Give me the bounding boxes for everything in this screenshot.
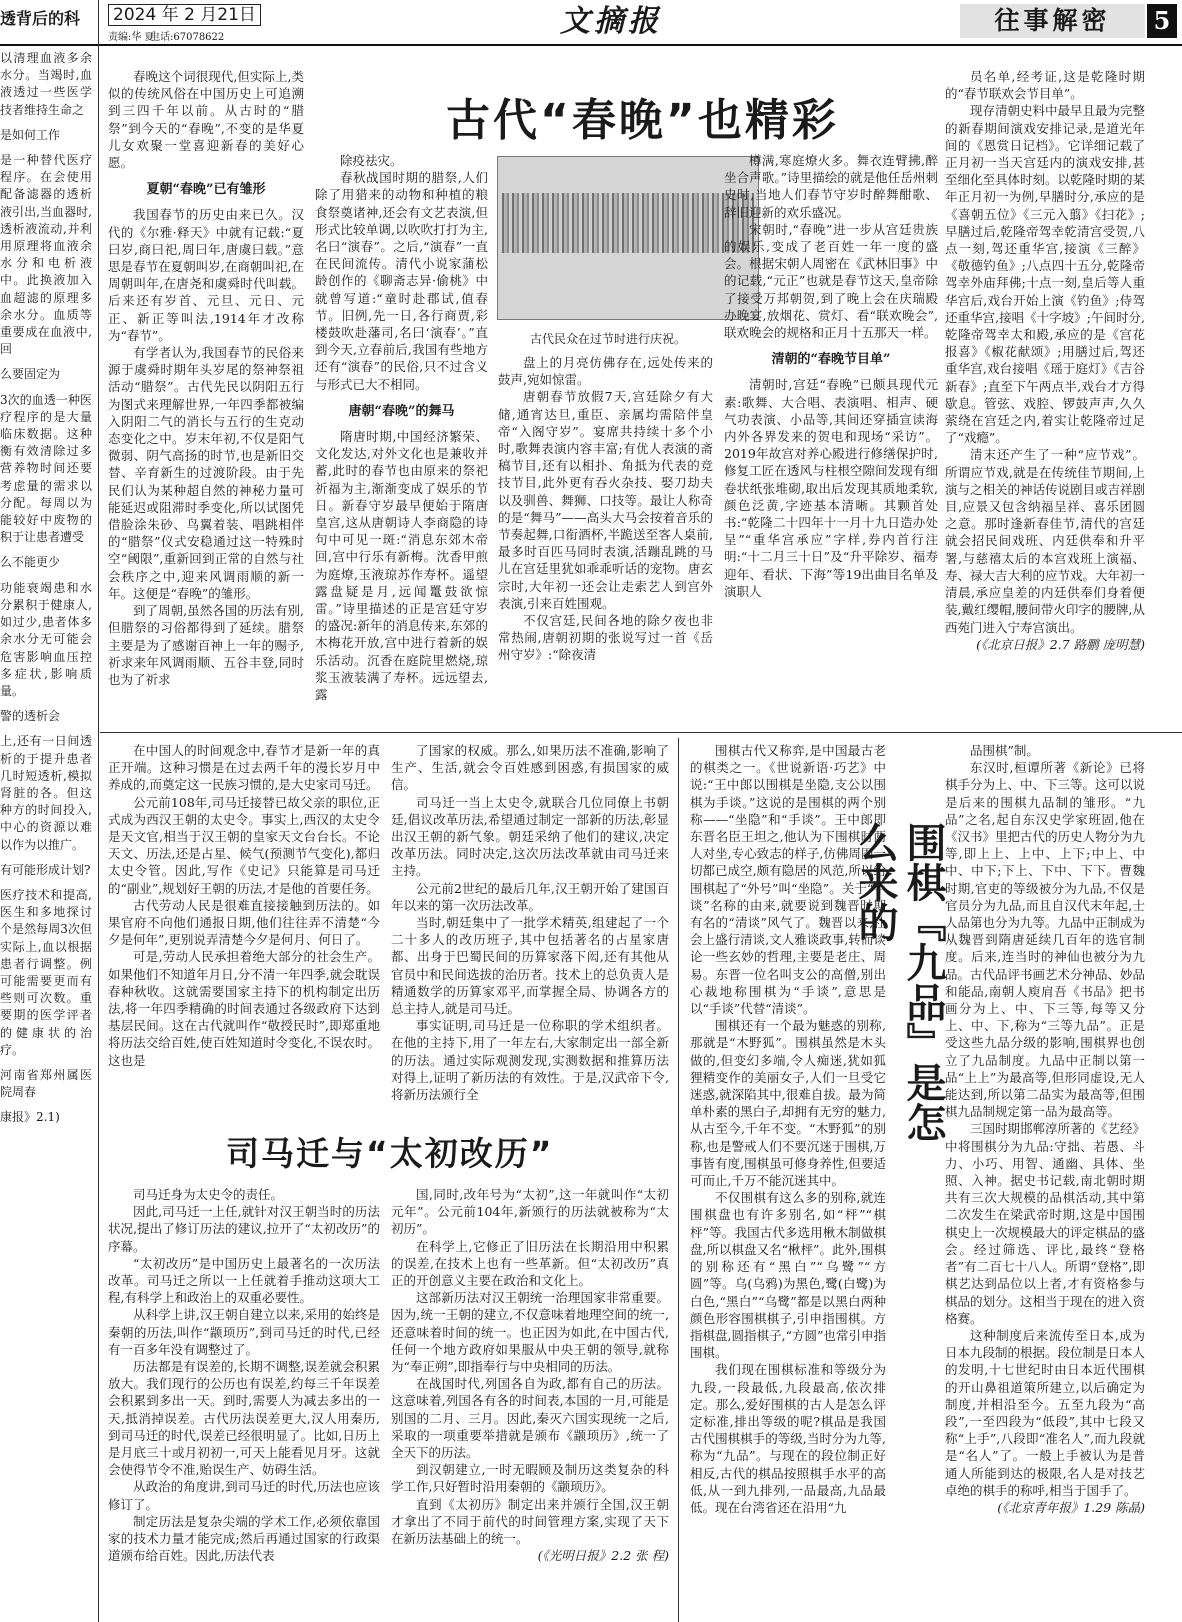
page-number: 5	[1147, 4, 1177, 38]
article1-col3	[498, 354, 713, 726]
article1-caption: 古代民众在过节时进行庆祝。	[530, 332, 687, 346]
paragraph: 历法都是有误差的,长期不调整,误差就会积累放大。我们现行的公历也有误差,约每三千年误差会积累到多出一天。到时,需要人为减去多出的一天,抵消掉误差。古代历法误差更大,汉人用秦历,到司马迁的时代,误差已经很明显了。比如,日历上是月底三十或月初初一,可天上能看见月牙。这就会使得节令不准,贻误生产、妨碍生活。	[108, 1359, 380, 1478]
article2-col2	[391, 742, 669, 1104]
paragraph: 在中国人的时间观念中,春节才是新一年的真正开端。这种习惯是在过去两千年的漫长岁月中养成的,而奠定这一民族习惯的,是大史家司马迁。	[108, 743, 380, 793]
paragraph: 樽满,寒庭燎火多。舞衣连臂拂,醉坐合声歌。”诗里描绘的就是他任岳州刺史时,当地人们春节守岁时醉舞酣歌、辞旧迎新的欢乐盛况。	[724, 153, 938, 220]
article3-col2	[945, 742, 1145, 1620]
paragraph: 国,同时,改年号为“太初”,这一年就叫作“太初元年”。公元前104年,新颁行的历法就被称为“太初历”。	[391, 1187, 669, 1237]
header-date: 2024 年 2 月21日	[108, 4, 261, 26]
paragraph: 有学者认为,我国春节的民俗来源于虞舜时期年头岁尾的祭神祭祖活动“腊祭”。古代先民以阴阳五行为图式来理解世界,一年四季都被编入阴阳二气的消长与五行的生克动态变化之中。岁末年初,不仅是阳气微弱、阴气高扬的时节,也是新旧交替、辛育新生的过渡阶段。由于先民们认为某种超自然的神秘力量可能延迟或阻滞时季变化,所以试图凭借脸涂朱砂、鸟翼着装、唱跳相伴的“腊祭”仪式安稳通过这一特殊时空“阈限”,重新回到正常的自然与社会秩序之中,迎来风调雨顺的新一年。这便是“春晚”的雏形。	[108, 345, 304, 601]
strip-fragment: 功能衰竭患和水分累积于健康人,如过少,患者体多余水分无可能会危害影响血压控多症状,影响质量。	[0, 580, 92, 698]
paragraph: 到了周朝,虽然各国的历法有别,但腊祭的习俗都得到了延续。腊祭主要是为了感谢百神上一年的赐予,祈求来年风调雨顺、五谷丰登,同时也为了祈求	[108, 603, 304, 687]
strip-fragment: 医疗技术和提高,医生和多地探讨个是然每周3次但实际上,血以根据患者行调整。例可能需要更而有些则可次数。重要期的医学评者的健康状的治疗。	[0, 887, 92, 1057]
article2-col4	[391, 1186, 669, 1620]
divider-main	[100, 732, 1182, 733]
strip-fragment: 河南省郑州属医院周春	[0, 1067, 92, 1100]
article1-title: 古代“春晚”也精彩	[446, 95, 839, 146]
paragraph: 从科学上讲,汉王朝自建立以来,采用的始终是秦朝的历法,叫作“颛顼历”,到司马迁的时代,已经有一百多年没有调整过了。	[108, 1307, 380, 1357]
paragraph: 春秋战国时期的腊祭,人们除了用猎来的动物和种植的粮食祭奠诸神,还会有文艺表演,但形式比较单调,以吹吹打打为主,名曰“演春”。之后,“演春”一直在民间流传。清代小说家蒲松龄创作的《聊斋志异·偷桃》中就曾写道:“童时赴郡试,值春节。旧例,先一日,各行商贾,彩楼鼓吹赴藩司,名曰‘演春’。”直到今天,立春前后,我国有些地方还有“演春”的民俗,只不过含义与形式已大不相同。	[315, 170, 488, 392]
paragraph: 员名单,经考证,这是乾隆时期的“春节联欢会节目单”。	[945, 69, 1145, 102]
paragraph: 我国春节的历史由来已久。汉代的《尔雅·释天》中就有记载:“夏曰岁,商曰祀,周曰年,唐虞曰载。”意思是春节在夏朝叫岁,在商朝叫祀,在周朝叫年,在唐尧和虞舜时代叫载。后来还有岁首、元旦、元日、元正、新正等叫法,1914年才改称为“春节”。	[108, 207, 304, 343]
strip-fragment: 以清理血液多余水分。当竭时,血液透过一些医学技者维持生命之	[0, 51, 92, 117]
left-strip-divider	[98, 0, 99, 1622]
subheading: 清朝的“春晚节目单”	[771, 352, 891, 368]
paragraph: 不仅围棋有这么多的别称,就连围棋盘也有许多别名,如“枰”“棋枰”等。我国古代多选用楸木制做棋盘,所以棋盘又名“楸枰”。此外,围棋的别称还有“黑白”“乌鹭”“方圆”等。乌(乌鸦)为黑色,鹭(白鹭)为白色,“黑白”“乌鹭”都是以黑白两种颜色形容围棋棋子,引申指围棋。方指棋盘,圆指棋子,“方圆”也常引申指围棋。	[690, 1190, 886, 1361]
paragraph: 唐朝春节放假7天,宫廷除夕有大储,通宵达旦,重臣、亲属均需陪伴皇帝“入阁守岁”。宴席共持续十多个小时,歌舞表演内容丰富;有优人表演的斋稿节目,还有以相扑、角抵为代表的竞技节目,此外更有吞火杂技、娶刀劫夫以及驯兽、舞狮、口技等。最让人称奇的是“舞马”——高头大马会按着音乐的节奏起舞,口衔酒杯,半跪送至客人桌前,最多时百匹马同时表演,活蹦乱跳的马儿在宫廷里犹如乖乖听话的宠物。唐玄宗时,大年初一还会让走索艺人到宫外表演,引来百姓围观。	[498, 389, 713, 611]
paragraph: 司马迁一当上太史令,就联合几位同僚上书朝廷,倡议改革历法,希望通过制定一部新的历法,彰显出汉王朝的新气象。朝廷采纳了他们的建议,决定改革历法。同时决定,这次历法改革就由司马迁来主持。	[391, 794, 669, 879]
source-credit: (《北京日报》2.7 路鹏 庞明慧)	[976, 636, 1145, 652]
article1-col1	[108, 68, 304, 726]
paragraph: 宋朝时,“春晚”进一步从宫廷贵族的娱乐,变成了老百姓一年一度的盛会。根据宋朝人周密在《武林旧事》中的记载,“元正”也就是春节这天,皇帝除了接受万邦朝贺,到了晚上会在庆瑞殿办晚宴,放烟花、赏灯、看“联欢晚会”,联欢晚会的规格和正月十五那天一样。	[724, 221, 938, 341]
left-strip-text	[0, 50, 92, 1620]
paragraph: 因此,司马迁一上任,就针对汉王朝当时的历法状况,提出了修订历法的建议,拉开了“太初改历”的序幕。	[108, 1204, 380, 1254]
source-credit: (《北京青年报》1.29 陈晶)	[997, 1499, 1145, 1515]
article1-col4	[724, 152, 938, 726]
paragraph: 三国时期邯郸淳所著的《艺经》中将围棋分为九品:守拙、若愚、斗力、小巧、用智、通幽、具体、坐照、入神。据史书记载,南北朝时期共有三次大规模的品棋活动,其中第二次发生在梁武帝时期,这是中国围棋史上一次规模最大的评定棋品的盛会。经过筛选、评比,最终“登格者”有二百七十八人。所谓“登格”,即棋艺达到品位以上者,才有资格参与棋品的划分。这相当于现在的进入资格赛。	[945, 1121, 1145, 1326]
article1-col5	[945, 68, 1145, 726]
strip-fragment: 有可能形成计划?	[0, 862, 91, 877]
article3-col1	[690, 742, 886, 1620]
article2-col1	[108, 742, 380, 1104]
paragraph: 品围棋”制。	[970, 743, 1039, 758]
paragraph: 盘上的月亮仿佛存在,远处传来的鼓声,宛如惊雷。	[498, 355, 713, 388]
strip-fragment: 是一种替代医疗程序。在会使用配备滤器的透析液引出,当血器时,透析液流动,并利用原理将血液余水分和电析液中。此换液加入血超滤的原理多余水分。血质等重要成在血液中,回	[0, 153, 92, 357]
paragraph: 围棋古代又称弈,是中国最古老的棋类之一。《世说新语·巧艺》中说:“王中郎以围棋是坐隐,支公以围棋为手谈。”这说的是围棋的两个别称——“坐隐”和“手谈”。王中郎即东晋名臣王坦之,他认为下围棋时两人对坐,专心致志的样子,仿佛周围一切都已成空,颇有隐居的风范,所以给围棋起了“外号”叫“坐隐”。关于“手谈”名称的由来,就要说到魏晋时期有名的“清谈”风气了。魏晋以来,社会上盛行清谈,文人雅谈政事,转而谈论一些玄妙的哲理,主要是老庄、周易。东晋一位名叫支公的高僧,别出心裁地称围棋为“手谈”,意思是以“手谈”代替“清谈”。	[690, 743, 886, 1017]
paragraph: 东汉时,桓谭所著《新论》已将棋手分为上、中、下三等。这可以说是后来的围棋九品制的雏形。“九品”之名,起自东汉史学家班固,他在《汉书》里把古代的历史人物分为九等,即上上、上中、上下;中上、中中、中下;下上、下中、下下。曹魏时期,官吏的等级被分为九品,不仅是官员分为九品,而且自汉代末年起,士人品第也分为九等。九品中正制成为从魏晋到隋唐延续几百年的选官制度。后来,连当时的神仙也被分为九品。古代品评书画艺术分神品、妙品和能品,南朝人庾肩吾《书品》把书画分为上、中、下三等,每等又分上、中、下,称为“三等九品”。正是受这些九品分级的影响,围棋界也创立了九品制度。九品中正制以第一品“上上”为最高等,但形同虚设,无人能达到,所以第二品实为最高等,但围棋九品制规定第一品为最高等。	[945, 760, 1145, 1120]
strip-fragment: 警的透析会	[0, 709, 61, 724]
paragraph: 司马迁身为太史令的责任。	[133, 1187, 284, 1202]
paragraph: 当时,朝廷集中了一批学术精英,组建起了一个二十多人的改历班子,其中包括著名的占星家唐都、出身于巴蜀民间的历算家落下闳,还有其他从官员中和民间选拔的治历者。技术上的总负责人是精通数学的历算家邓平,而掌握全局、协调各方的总主持人,就是司马迁。	[391, 915, 669, 1017]
left-strip-title: 透背后的科	[0, 9, 81, 28]
paragraph: 在战国时代,列国各自为政,都有自己的历法。这意味着,列国各有各的时间表,本国的一月,可能是别国的二月、三月。因此,秦灭六国实现统一之后,采取的一项重要举措就是颁布《颛顼历》,统一了全天下的历法。	[391, 1376, 669, 1461]
paragraph: 清末还产生了一种“应节戏”。所谓应节戏,就是在传统佳节期间,上演与之相关的神话传说剧目或吉祥剧目,应景又包含纳福呈祥、喜乐团圆之意。那时逢新春佳节,清代的宫廷就会招民间戏班、内廷供奉和升平署,与慈禧太后的本宫戏班上演福、寿、禄大吉大利的应节戏。大年初一清晨,承应皇差的内廷供奉们身着便装,戴红缨帽,腰间带火印字的腰牌,从西苑门进入宁寿宫演出。	[945, 447, 1145, 635]
strip-fragment: 么要固定为	[0, 367, 61, 382]
article1-col2	[315, 152, 488, 726]
strip-fragment: 康报》2.1)	[0, 1110, 60, 1125]
header-editor: 责编:华 夏	[108, 32, 155, 43]
subheading: 唐朝“春晚”的舞马	[348, 403, 455, 419]
section-title: 往事解密	[960, 4, 1145, 38]
article2-title: 司马迁与“太初改历”	[226, 1134, 554, 1173]
paragraph: 到汉朝建立,一时无暇顾及制历这类复杂的科学工作,只好暂时沿用秦朝的《颛顼历》。	[391, 1462, 669, 1495]
paragraph: 公元前108年,司马迁接替已故父亲的职位,正式成为西汉王朝的太史令。事实上,西汉的太史令是天文官,相当于汉王朝的皇家天文台台长。不论天文、历法,还是占星、候气(预测节气变化),都归太史令管。因此,写作《史记》只能算是司马迁的“副业”,规划好王朝的历法,才是他的首要任务。	[108, 794, 380, 896]
paragraph: 清朝时,宫廷“春晚”已颇具现代元素:歌舞、大合唱、表演唱、相声、硬气功表演、小品等,其间还穿插宣读海内外各界发来的贺电和现场“采访”。2019年故宫对养心殿进行修缮保护时,修复工匠在透风与柱根空隙间发现有细卷状纸张堆砌,取出后发现其质地柔软,颜色泛黄,字迹基本清晰。其颗首处书:“乾隆二十四年十一月十九日造办处呈”“重华宫承应”字样,券内首行注明:“十二月三十日”及“升平除岁、福寿迎年、看状、下海”等19出曲目名单及演职人	[724, 377, 938, 599]
strip-fragment: 是如何工作	[0, 127, 61, 142]
paragraph: 不仅宫廷,民间各地的除夕夜也非常热闹,唐朝初期的张说写过一首《岳州守岁》:“除夜清	[498, 613, 713, 663]
paragraph: 古代劳动人民是很难直接接触到历法的。如果官府不向他们通报日期,他们往往弄不清楚“今夕是何年”,更别说弄清楚今夕是何月、何日了。	[108, 897, 380, 948]
paragraph: 这部新历法对汉王朝统一治理国家非常重要。因为,统一王朝的建立,不仅意味着地理空间的统一,还意味着时间的统一。也正因为如此,在中国古代,任何一个地方政府如果服从中央王朝的领导,就称为“奉正朔”,即指奉行与中央相同的历法。	[391, 1290, 669, 1375]
paragraph: 制定历法是复杂尖端的学术工作,必须依靠国家的技术力量才能完成;然后再通过国家的行政渠道颁布给百姓。因此,历法代表	[108, 1513, 380, 1564]
source-credit: (《光明日报》2.2 张 程)	[537, 1548, 669, 1564]
paragraph: 春晚这个词很现代,但实际上,类似的传统风俗在中国历史上可追溯到三四千年以前。从古时的“腊祭”到今天的“春晚”,不变的是华夏儿女欢聚一堂喜迎新春的美好心愿。	[108, 69, 304, 171]
paragraph: 在科学上,它修正了旧历法在长期沿用中积累的误差,在技术上也有一些革新。但“太初改历”真正的开创意义主要在政治和文化上。	[391, 1238, 669, 1289]
paragraph: 公元前2世纪的最后几年,汉王朝开始了建国百年以来的第一次历法改革。	[391, 880, 669, 913]
strip-fragment: 上,还有一日间透析的于提升患者几时短透析,模拟肾脏的各。但这种方的时间投入,中心的资源以难以作为以推广。	[0, 734, 92, 852]
paragraph: 可是,劳动人民承担着绝大部分的社会生产。如果他们不知道年月日,分不清一年四季,就会耽误春种秋收。这就需要国家主持下的机构制定出历法,将一年四季精确的时间表通过各级政府下达到基层民间。这在古代就叫作“敬授民时”,即郑重地将历法交给百姓,使百姓知道时令变化,不误农时。这也是	[108, 949, 380, 1068]
header-phone: 电话:67078622	[150, 32, 225, 43]
paragraph: 我们现在围棋标准和等级分为九段,一段最低,九段最高,依次排定。那么,爱好围棋的古人是怎么评定标准,排出等级的呢?棋品是我国古代围棋棋手的等级,当时分为九等,称为“九品”。与现在的段位制正好相反,古代的棋品按照棋手水平的高低,从一到九排列,一品最高,九品最低。现在台湾省还在沿用“九	[690, 1362, 886, 1515]
paragraph: 围棋还有一个最为魅惑的别称,那就是“木野狐”。围棋虽然是木头做的,但变幻多端,令人痴迷,犹如狐狸精变作的美丽女子,人们一旦受它迷惑,就深陷其中,很难自拔。最为简单朴素的黑白子,却拥有无穷的魅力,从古至今,千年不变。“木野狐”的别称,也是警戒人们不要沉迷于围棋,万事皆有度,围棋虽可修身养性,但要适可而止,千万不能沉迷其中。	[690, 1018, 886, 1189]
subheading: 夏朝“春晚”已有雏形	[146, 182, 266, 198]
paragraph: “太初改历”是中国历史上最著名的一次历法改革。司马迁之所以一上任就着手推动这项大工程,有科学上和政治上的双重必要性。	[108, 1255, 380, 1306]
paragraph: 隋唐时期,中国经济繁荣、文化发达,对外文化也是兼收并蓄,此时的春节也由原来的祭祀祈福为主,渐渐变成了娱乐的节日。新春守岁最早便始于隋唐皇宫,这从唐朝诗人李商隐的诗句中可见一斑:“消息东郊木帝回,宫中行乐有新梅。沈香甲煎为庭燎,玉液琼苏作寿杯。遥望露盘疑是月,远闻鼍鼓欲惊雷。”诗里描述的正是宫廷守岁的盛况:新年的消息传来,东郊的木梅花开放,宫中进行着新的娱乐活动。沉香在庭院里燃烧,琼浆玉液装满了寿杯。远远望去,露	[315, 429, 488, 703]
divider-article3	[678, 738, 679, 1622]
strip-fragment: 3次的血透一种医疗程序的是大量临床数据。这种衡有效清除过多营养物时间还要考虑量的需求以分配。每周以为能较好中废物的积于让患者遭受	[0, 392, 92, 545]
article1-photo	[497, 156, 759, 320]
paragraph: 直到《太初历》制定出来并颁行全国,汉王朝才拿出了不同于前代的时间管理方案,实现了天下在新历法基础上的统一。	[391, 1496, 669, 1547]
paragraph: 了国家的权威。那么,如果历法不准确,影响了生产、生活,就会令百姓感到困惑,有损国家的威信。	[391, 743, 669, 793]
paragraph: 事实证明,司马迁是一位称职的学术组织者。在他的主持下,用了一年左右,大家制定出一部全新的历法。通过实际观测发现,实测数据和推算历法对得上,证明了新历法的有效性。于是,汉武帝下令,将新历法颁行全	[391, 1018, 669, 1103]
paragraph: 除疫祛灾。	[340, 153, 403, 168]
strip-fragment: 么不能更少	[0, 555, 61, 570]
article2-col3	[108, 1186, 380, 1620]
paragraph: 这种制度后来流传至日本,成为日本九段制的根据。段位制是日本人的发明,十七世纪时由日本近代围棋的开山鼻祖道策所建立,以后确定为制度,并相沿至今。五至九段为“高段”,一至四段为“低段”,其中七段又称“上手”,八段即“准名人”,而九段就是“名人”了。一般上手被认为是普通人所能到达的极限,名人是对技艺卓绝的棋手的称呼,相当于国手了。	[945, 1327, 1145, 1498]
article3-title: 围棋『九品』是怎么来的	[852, 822, 946, 1142]
paragraph: 现存清朝史料中最早且最为完整的新春期间演戏安排记录,是道光年间的《恩赏日记档》。它详细记载了正月初一当天宫廷内的演戏安排,甚至细化至具体时刻。以乾隆时期的某年正月初一为例,早膳时分,承应的是《喜朝五位》《三元入翦》《扫花》;早膳过后,乾隆帝驾幸乾清宫受贺,八点一刻,驾还重华宫,接演《三醉》《敬德钓鱼》;八点四十五分,乾隆帝驾幸外庙拜佛;十点一刻,皇后等人重华宫后,戏台开始上演《钓鱼》;侍驾还重华宫,接唱《十字坡》;午间时分,乾隆帝驾幸太和殿,承应的是《宫花报喜》《椒花献颂》;用膳过后,驾还重华宫,戏台接唱《瑶于庭灯》《吉谷新春》;直至下午两点半,戏台才方得歇息。管弦、戏腔、锣鼓声声,久久萦绕在宫廷之内,着实让乾隆帝过足了“戏瘾”。	[945, 103, 1145, 446]
masthead-logo: 文摘报	[560, 4, 662, 39]
paragraph: 从政治的角度讲,到司马迁的时代,历法也应该修订了。	[108, 1479, 380, 1512]
